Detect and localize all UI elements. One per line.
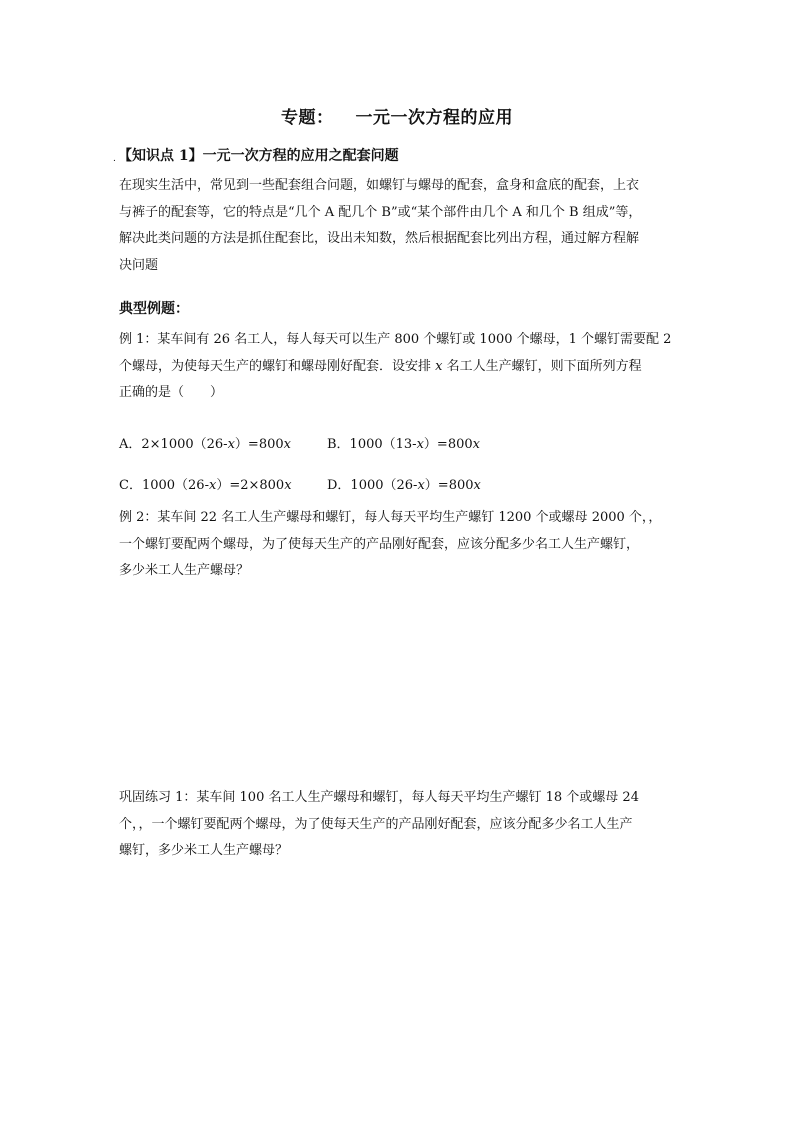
option-c: C．1000（26-x）=2×800x [119,478,292,493]
knowledge-point-paragraph [119,173,679,279]
paragraph-line: 决问题 [119,257,159,273]
example-1-line: 例 1：某车间有 26 名工人，每人每天可以生产 800 个螺钉或 1000 个螺母，1 个螺钉需要配 2 [119,332,672,347]
example-2-line: 例 2：某车间 22 名工人生产螺母和螺钉，每人每天平均生产螺钉 1200 个或螺母 2000 个，， [119,510,662,525]
typical-examples-label: 典型例题： [119,301,189,317]
title-prefix: 专题： [281,108,334,128]
knowledge-point-heading-text: 【知识点 1】一元一次方程的应用之配套问题 [118,148,399,164]
option-d: D．1000（26-x）=800x [327,478,481,493]
example-1 [119,327,679,407]
example-1-line: 正确的是（ ） [119,385,224,400]
paragraph-line: 在现实生活中，常见到一些配套组合问题，如螺钉与螺母的配套，盒身和盒底的配套，上衣 [119,178,640,193]
page-title [0,103,794,128]
paragraph-line: 解决此类问题的方法是抓住配套比，设出未知数，然后根据配套比列出方程，通过解方程解 [119,231,640,246]
example-2-line: 一个螺钉要配两个螺母，为了使每天生产的产品刚好配套，应该分配多少名工人生产螺钉， [119,536,640,552]
example-1-line: 个螺母，为使每天生产的螺钉和螺母刚好配套．设安排 x 名工人生产螺钉，则下面所列方程 [119,358,642,374]
knowledge-point-heading: . 【知识点 1】一元一次方程的应用之配套问题 [113,148,399,164]
practice-1-line: 巩固练习 1：某车间 100 名工人生产螺母和螺钉，每人每天平均生产螺钉 18 个或螺母 24 [119,790,639,805]
practice-1 [119,785,679,865]
option-b: B．1000（13-x）=800x [327,437,480,452]
practice-1-line: 个，，一个螺钉要配两个螺母，为了使每天生产的产品刚好配套，应该分配多少名工人生产 [119,816,633,832]
example-2-line: 多少米工人生产螺母？ [119,563,250,578]
example-2 [119,505,679,585]
practice-1-line: 螺钉，多少米工人生产螺母？ [119,843,289,858]
title-main: 一元一次方程的应用 [355,108,513,128]
option-a: A．2×1000（26-x）=800x [119,437,291,452]
paragraph-line: 与裤子的配套等，它的特点是“几个 A 配几个 B”或“某个部件由几个 A 和几个 B 组成”等， [119,204,642,220]
